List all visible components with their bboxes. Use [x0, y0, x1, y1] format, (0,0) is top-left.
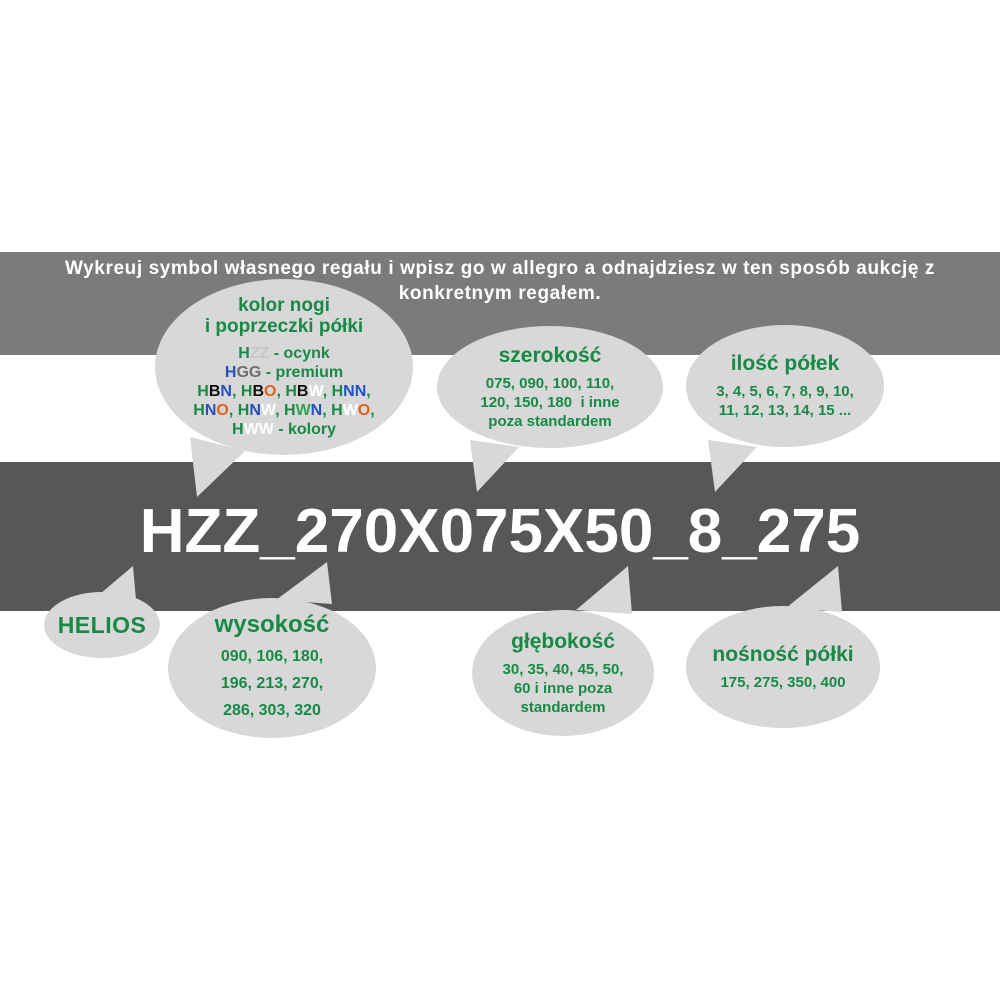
- text-line: 090, 106, 180,: [220, 648, 324, 665]
- text-line: 60 i inne poza: [513, 679, 613, 697]
- color-code-segment: ZZ: [249, 345, 270, 362]
- text-line: standardem: [520, 698, 606, 716]
- color-code-segment: H: [197, 383, 209, 400]
- color-code-segment: ,: [228, 402, 238, 419]
- bubble-kolor-nogi-title: [205, 295, 363, 337]
- color-code-segment: H: [193, 402, 205, 419]
- color-code-segment: N: [249, 402, 261, 419]
- color-code-segment: B: [252, 383, 264, 400]
- text-line: 175, 275, 350, 400: [720, 673, 846, 691]
- color-code-segment: ,: [231, 383, 241, 400]
- color-code-lines: [193, 344, 374, 439]
- color-code-segment: N: [204, 402, 217, 419]
- bubble-ilosc-polek-values: [716, 382, 854, 420]
- banner-text: [0, 256, 1000, 306]
- color-code-segment: B: [296, 383, 309, 400]
- color-code-line: [193, 401, 374, 420]
- color-code-segment: O: [216, 402, 229, 419]
- color-code-segment: WW: [243, 421, 274, 438]
- bubble-glebokosc: [472, 610, 654, 736]
- color-code-segment: B: [208, 383, 221, 400]
- text-line: kolor nogi: [238, 295, 330, 316]
- color-code-segment: GG: [236, 364, 262, 381]
- bubble-helios: [44, 592, 160, 658]
- color-code-segment: H: [331, 383, 344, 400]
- color-code-segment: O: [357, 402, 371, 419]
- bubble-ilosc-polek: [686, 325, 884, 447]
- bubble-glebokosc-title: głębokość: [511, 629, 615, 653]
- text-line: 075, 090, 100, 110,: [485, 374, 615, 392]
- color-code-segment: ,: [322, 383, 332, 400]
- color-code-line: [193, 382, 374, 401]
- text-line: 11, 12, 13, 14, 15 ...: [718, 402, 852, 419]
- bubble-kolor-nogi: [155, 279, 413, 455]
- text-line: 286, 303, 320: [223, 702, 321, 719]
- color-code-segment: ,: [275, 402, 284, 419]
- szerokosc-tail: [468, 438, 522, 494]
- color-code-line: [193, 420, 374, 439]
- bubble-ilosc-polek-title: ilość półek: [730, 352, 840, 375]
- color-code-segment: ,: [366, 383, 371, 400]
- color-code-segment: N: [310, 402, 323, 419]
- color-code-segment: H: [238, 345, 250, 362]
- color-code-segment: H: [232, 421, 244, 438]
- bubble-nosnosc-polki-title: nośność półki: [712, 642, 854, 666]
- product-code: HZZ_270X075X50_8_275: [139, 497, 861, 566]
- color-code-segment: NN: [343, 383, 367, 400]
- color-code-segment: ,: [276, 383, 286, 400]
- color-code-line: [193, 344, 374, 363]
- color-code-segment: ,: [322, 402, 332, 419]
- color-code-segment: H: [331, 402, 343, 419]
- color-code-segment: H: [285, 383, 297, 400]
- bubble-szerokosc: [437, 326, 663, 448]
- text-line: 3, 4, 5, 6, 7, 8, 9, 10,: [716, 383, 854, 400]
- color-code-segment: H: [237, 402, 250, 419]
- text-line: konkretnym regałem.: [398, 283, 602, 304]
- bubble-szerokosc-title: szerokość: [498, 343, 602, 367]
- text-line: poza standardem: [488, 412, 612, 430]
- bubble-glebokosc-values: [503, 660, 624, 717]
- color-code-segment: W: [308, 383, 323, 400]
- bubble-wysokosc-title: wysokość: [214, 611, 330, 638]
- glebokosc-tail: [574, 564, 636, 616]
- color-code-segment: - kolory: [273, 421, 336, 438]
- color-code-segment: W: [342, 402, 358, 419]
- ilosc-polek-tail: [706, 438, 760, 494]
- color-code-segment: H: [224, 364, 237, 381]
- text-line: Wykreuj symbol własnego regału i wpisz go w allegro a odnajdziesz w ten sposób aukcję z: [64, 258, 936, 279]
- bubble-nosnosc-polki: [686, 606, 880, 728]
- color-code-segment: H: [240, 383, 253, 400]
- color-code-segment: - premium: [261, 364, 344, 381]
- text-line: 196, 213, 270,: [220, 675, 324, 692]
- color-code-segment: N: [220, 383, 232, 400]
- bubble-nosnosc-polki-values: [720, 673, 845, 692]
- color-code-segment: O: [264, 383, 277, 400]
- text-line: i poprzeczki półki: [204, 316, 364, 337]
- bubble-wysokosc: [168, 598, 376, 738]
- brand-label: HELIOS: [57, 611, 147, 638]
- bubble-szerokosc-values: [480, 374, 619, 431]
- color-code-segment: H: [284, 402, 296, 419]
- text-line: 120, 150, 180 i inne: [480, 393, 620, 411]
- color-code-segment: ,: [370, 402, 375, 419]
- bubble-wysokosc-values: [221, 643, 323, 724]
- color-code-segment: - ocynk: [269, 345, 330, 362]
- color-code-line: [193, 363, 374, 382]
- color-code-segment: W: [295, 402, 311, 419]
- color-code-segment: W: [260, 402, 276, 419]
- text-line: 30, 35, 40, 45, 50,: [502, 660, 624, 678]
